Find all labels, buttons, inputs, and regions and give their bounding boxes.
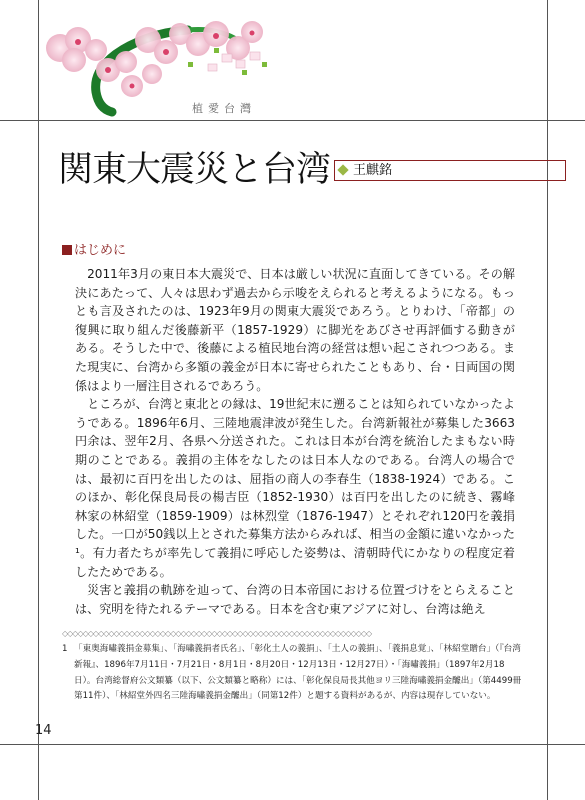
author-name: 王麒銘 xyxy=(353,163,393,178)
author-box xyxy=(334,160,566,181)
paragraph: 2011年3月の東日本大震災で、日本は厳しい状況に直面してきている。その解決にあたって、人々は思わず過去から示唆をえられると考えるようになる。もっとも言及されたのは、1923年9月の関東大震災であろう。とりわけ、「帝都」の復興に取り組んだ後藤新平（1857-1929）に脚光をあびさせ再評価する動きがある。そうした中で、後藤による植民地台湾の経営は想い起こされつつある。また現実に、台湾から多額の義金が日本に寄せられたこともあり、台・日両国の関係はより一層注目されるであろう。 xyxy=(75,267,515,393)
section-label: 植愛台灣 xyxy=(192,102,256,115)
page-number: 14 xyxy=(35,723,52,738)
paragraph: ところが、台湾と東北との縁は、19世紀末に遡ることは知られていなかったようである。1896年6月、三陸地震津波が発生した。台湾新報社が募集した3663円余は、翌年2月、各県へ分送された。これは日本が台湾を統治したまもない時期のことである。義捐の主体をなしたのは日本人なのである。台湾人の場合では、最初に百円を出したのは、屈指の商人の李春生（1838-1924）である。このほか、彰化保良局長の楊吉臣（1852-1930）は百円を出したのに続き、霧峰林家の林紹堂（1859-1909）は林烈堂（1876-1947）とそれぞれ120円を義捐した。一口が50銭以上とされた募集方法からみれば、相当の金額に違いなかった¹。有力者たちが率先して義捐に呼応した姿勢は、清朝時代にかなりの程度定着したためである。 xyxy=(75,397,515,579)
footnote-divider: ◇◇◇◇◇◇◇◇◇◇◇◇◇◇◇◇◇◇◇◇◇◇◇◇◇◇◇◇◇◇◇◇◇◇◇◇◇◇◇◇◇◇◇◇◇◇◇◇◇◇◇◇◇◇◇◇◇◇◇◇ xyxy=(62,629,372,638)
section-heading-text: はじめに xyxy=(74,243,127,258)
footnote-text: 「東奥海嘯義捐金募集」、「海嘯義捐者氏名」、「彰化土人の義捐」、「土人の義捐」、「義捐息覚」、「林紹堂贈台」（『台湾新報』、1896年7月11日・7月21日・8月1日・8月20日・12月13日・12月27日）・「海嘯義捐」（1897年2月18日）。台湾総督府公文類纂（以下、公文類纂と略称）には、「彰化保良局長其他ヨリ三陸海嘯義捐金醵出」（第4499冊第11件）、「林紹堂外四名三陸海嘯義捐金醵出」（同第12件）と題する資料があるが、内容は現存していない。 xyxy=(74,644,522,702)
footnote xyxy=(62,642,524,705)
crop-line-bottom xyxy=(0,744,585,745)
section-heading xyxy=(62,239,126,258)
article-body xyxy=(75,265,515,618)
paragraph: 災害と義捐の軌跡を辿って、台湾の日本帝国における位置づけをとらえることは、究明を待たれるテーマである。日本を含む東アジアに対し、台湾は絶え xyxy=(75,583,515,616)
flower-branch-icon xyxy=(38,12,278,112)
diamond-icon xyxy=(337,164,348,175)
crop-line-top xyxy=(0,120,585,121)
square-bullet-icon xyxy=(62,245,72,255)
footnote-mark: 1 xyxy=(62,644,68,654)
page-title: 関東大震災と台湾 xyxy=(58,150,331,190)
